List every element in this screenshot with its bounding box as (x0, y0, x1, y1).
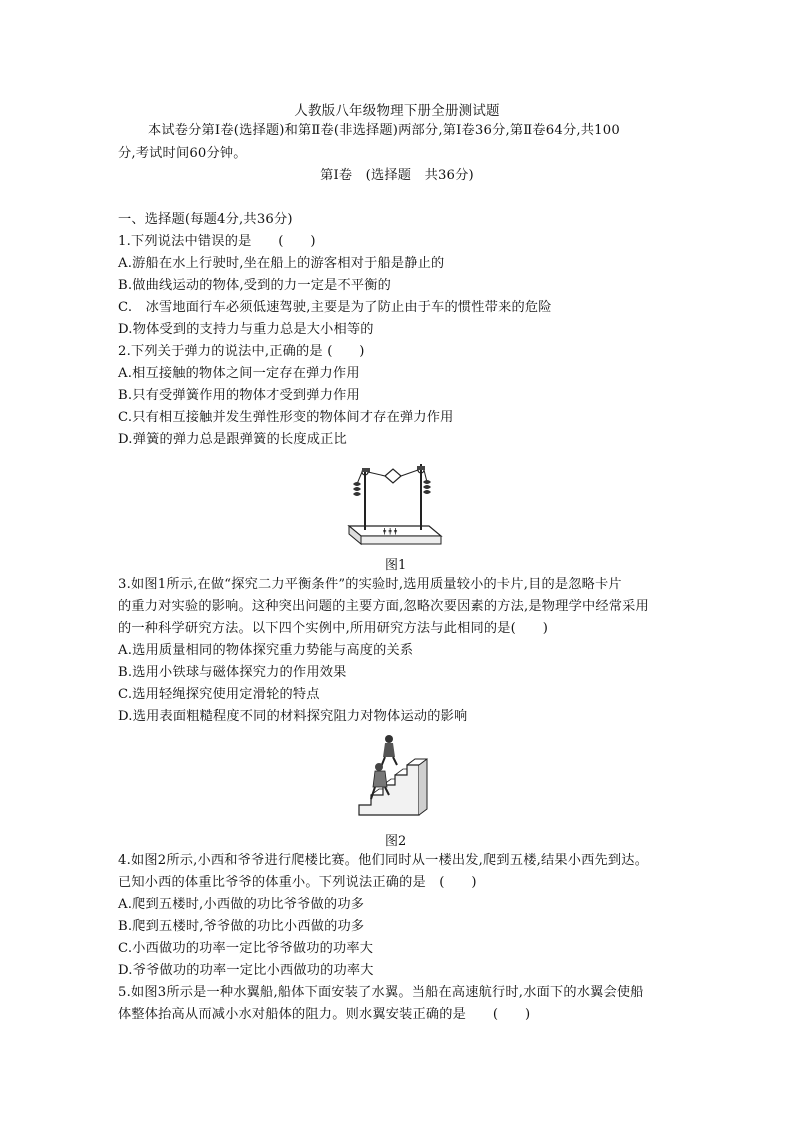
q3-option-d: D.选用表面粗糙程度不同的材料探究阻力对物体运动的影响 (118, 709, 468, 724)
q3-option-b: B.选用小铁球与磁体探究力的作用效果 (118, 665, 347, 680)
page-title: 人教版八年级物理下册全册测试题 (294, 103, 500, 119)
figure-2-caption: 图2 (385, 834, 407, 849)
q3-option-c: C.选用轻绳探究使用定滑轮的特点 (118, 687, 320, 702)
q4-option-d: D.爷爷做功的功率一定比小西做功的功率大 (118, 963, 374, 978)
q1-stem: 1.下列说法中错误的是 ( ) (118, 234, 316, 249)
q4-option-a: A.爬到五楼时,小西做的功比爷爷做的功多 (118, 897, 365, 912)
svg-text:ǂ ǂ ǂ: ǂ ǂ ǂ (383, 527, 398, 535)
q5-stem-line-2: 体整体抬高从而减小水对船体的阻力。则水翼安装正确的是 ( ) (118, 1007, 531, 1022)
intro-line-1: 本试卷分第Ⅰ卷(选择题)和第Ⅱ卷(非选择题)两部分,第Ⅰ卷36分,第Ⅱ卷64分,共100 (148, 123, 620, 138)
q1-option-b: B.做曲线运动的物体,受到的力一定是不平衡的 (118, 278, 392, 293)
q3-stem-line-3: 的一种科学研究方法。以下四个实例中,所用研究方法与此相同的是( ) (118, 621, 549, 636)
q2-option-c: C.只有相互接触并发生弹性形变的物体间才存在弹力作用 (118, 410, 454, 425)
q2-option-d: D.弹簧的弹力总是跟弹簧的长度成正比 (118, 432, 347, 447)
q3-option-a: A.选用质量相同的物体探究重力势能与高度的关系 (118, 643, 414, 658)
volume-heading: 第Ⅰ卷 (选择题 共36分) (320, 168, 474, 183)
q1-option-c: C. 冰雪地面行车必须低速驾驶,主要是为了防止由于车的惯性带来的危险 (118, 300, 552, 315)
q3-stem-line-2: 的重力对实验的影响。这种突出问题的主要方面,忽略次要因素的方法,是物理学中经常采用 (118, 599, 649, 614)
q2-option-b: B.只有受弹簧作用的物体才受到弹力作用 (118, 388, 360, 403)
q1-option-a: A.游船在水上行驶时,坐在船上的游客相对于船是静止的 (118, 256, 445, 271)
section-heading: 一、选择题(每题4分,共36分) (118, 212, 293, 227)
q5-stem-line-1: 5.如图3所示是一种水翼船,船体下面安装了水翼。当船在高速航行时,水面下的水翼会使船 (118, 985, 644, 1000)
figure-1-caption: 图1 (385, 558, 407, 573)
intro-line-2: 分,考试时间60分钟。 (118, 146, 247, 161)
q4-option-c: C.小西做功的功率一定比爷爷做功的功率大 (118, 941, 374, 956)
q4-stem-line-2: 已知小西的体重比爷爷的体重小。下列说法正确的是 ( ) (118, 875, 477, 890)
q2-option-a: A.相互接触的物体之间一定存在弹力作用 (118, 366, 360, 381)
q2-stem: 2.下列关于弹力的说法中,正确的是 ( ) (118, 344, 365, 359)
q4-stem-line-1: 4.如图2所示,小西和爷爷进行爬楼比赛。他们同时从一楼出发,爬到五楼,结果小西先到达。 (118, 853, 649, 868)
figure-2-stair-climbing (355, 731, 431, 821)
figure-1-balance-apparatus (343, 456, 443, 552)
q1-option-d: D.物体受到的支持力与重力总是大小相等的 (118, 322, 374, 337)
q4-option-b: B.爬到五楼时,爷爷做的功比小西做的功多 (118, 919, 365, 934)
q3-stem-line-1: 3.如图1所示,在做“探究二力平衡条件”的实验时,选用质量较小的卡片,目的是忽略卡片 (118, 577, 622, 592)
